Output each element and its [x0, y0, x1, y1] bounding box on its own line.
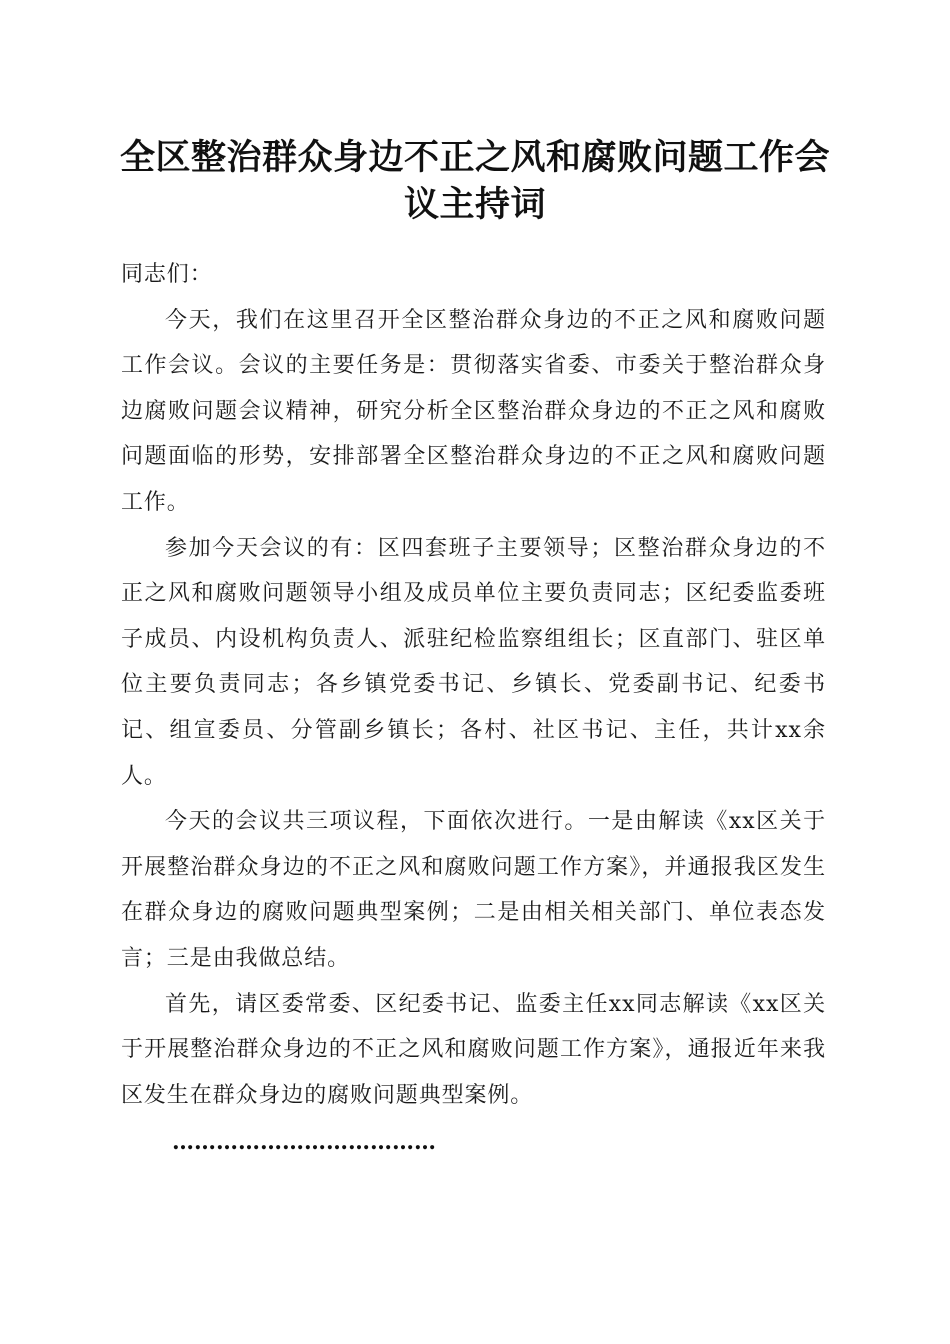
ellipsis-continuation: ………………………………: [172, 1129, 436, 1155]
paragraph-attendees: 参加今天会议的有：区四套班子主要领导；区整治群众身边的不正之风和腐败问题领导小组及成员单位主要负责同志；区纪委监委班子成员、内设机构负责人、派驻纪检监察组组长；区直部门、驻区单位主要负责同志；各乡镇党委书记、乡镇长、党委副书记、纪委书记、组宣委员、分管副乡镇长；各村、社区书记、主任，共计xx余人。: [121, 535, 826, 789]
paragraph-agenda: 今天的会议共三项议程，下面依次进行。一是由解读《xx区关于开展整治群众身边的不正之风和腐败问题工作方案》，并通报我区发生在群众身边的腐败问题典型案例；二是由相关相关部门、单位表态发言；三是由我做总结。: [121, 809, 826, 971]
document-title-line-1: 全区整治群众身边不正之风和腐败问题工作会: [119, 137, 830, 178]
document-title: [100, 134, 850, 228]
document-title-line-2: 议主持词: [403, 184, 546, 225]
paragraph-first-item: 首先，请区委常委、区纪委书记、监委主任xx同志解读《xx区关于开展整治群众身边的不正之风和腐败问题工作方案》，通报近年来我区发生在群众身边的腐败问题典型案例。: [121, 991, 826, 1108]
paragraph-opening: 今天，我们在这里召开全区整治群众身边的不正之风和腐败问题工作会议。会议的主要任务是：贯彻落实省委、市委关于整治群众身边腐败问题会议精神，研究分析全区整治群众身边的不正之风和腐败问题面临的形势，安排部署全区整治群众身边的不正之风和腐败问题工作。: [121, 307, 826, 515]
greeting: 同志们：: [121, 262, 213, 287]
document-body: [121, 252, 826, 1118]
